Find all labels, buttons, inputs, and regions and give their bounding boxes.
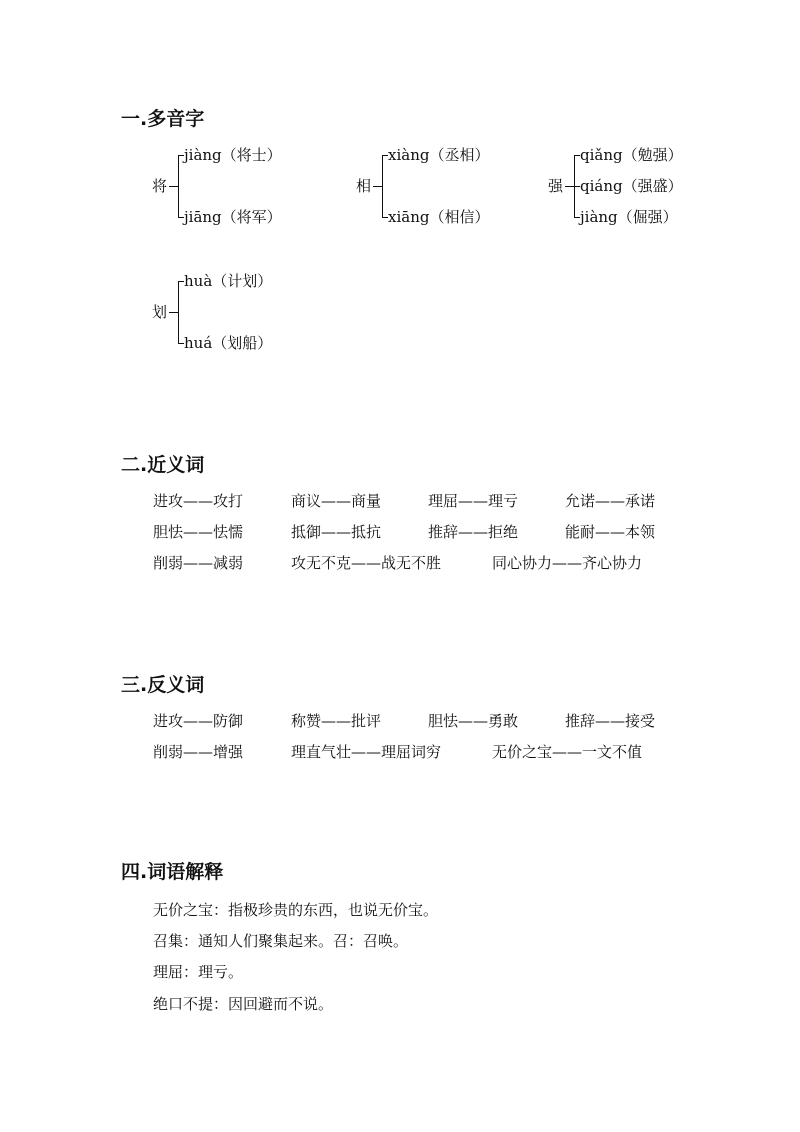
word-pair: 进攻——防御 xyxy=(153,712,244,730)
definition-item: 绝口不提：因回避而不说。 xyxy=(153,995,334,1013)
word-pair: 允诺——承诺 xyxy=(565,492,656,510)
word-pair: 胆怯——勇敢 xyxy=(428,712,519,730)
polyphone-group-jiang xyxy=(152,145,312,225)
word-pair: 削弱——增强 xyxy=(153,743,244,761)
word-pair: 称赞——批评 xyxy=(291,712,382,730)
word-pair: 能耐——本领 xyxy=(565,523,656,541)
word-pair: 抵御——抵抗 xyxy=(291,523,382,541)
word-pair: 削弱——减弱 xyxy=(153,554,244,572)
polyphone-group-xiang xyxy=(356,145,516,225)
polyphone-char: 将 xyxy=(152,177,168,195)
polyphone-reading: huá（划船） xyxy=(184,334,273,352)
polyphone-reading: xiàng（丞相） xyxy=(388,146,490,164)
polyphone-reading: jiàng（倔强） xyxy=(580,208,678,226)
polyphone-reading: jiàng（将士） xyxy=(184,146,282,164)
word-pair: 同心协力——齐心协力 xyxy=(492,554,643,572)
polyphone-char: 相 xyxy=(356,177,372,195)
word-pair: 理直气壮——理屈词穷 xyxy=(291,743,442,761)
polyphone-reading: jiāng（将军） xyxy=(184,208,282,226)
section-title-polyphonic: 一.多音字 xyxy=(121,108,205,130)
word-pair: 推辞——接受 xyxy=(565,712,656,730)
polyphone-reading: qiǎng（勉强） xyxy=(580,146,683,164)
word-pair: 胆怯——怯懦 xyxy=(153,523,244,541)
word-pair: 理屈——理亏 xyxy=(428,492,519,510)
word-pair: 攻无不克——战无不胜 xyxy=(291,554,442,572)
polyphone-reading: huà（计划） xyxy=(184,272,273,290)
definition-item: 召集：通知人们聚集起来。召：召唤。 xyxy=(153,932,409,950)
polyphone-reading: qiáng（强盛） xyxy=(580,177,683,195)
definition-item: 理屈：理亏。 xyxy=(153,963,244,981)
polyphone-char: 强 xyxy=(548,177,564,195)
polyphone-group-qiang xyxy=(548,145,708,225)
section-title-synonyms: 二.近义词 xyxy=(121,454,205,476)
polyphone-reading: xiāng（相信） xyxy=(388,208,490,226)
word-pair: 进攻——攻打 xyxy=(153,492,244,510)
section-title-definitions: 四.词语解释 xyxy=(121,861,224,883)
word-pair: 无价之宝——一文不值 xyxy=(492,743,643,761)
polyphone-group-hua xyxy=(152,271,312,351)
definition-item: 无价之宝：指极珍贵的东西，也说无价宝。 xyxy=(153,901,439,919)
section-title-antonyms: 三.反义词 xyxy=(121,674,205,696)
word-pair: 商议——商量 xyxy=(291,492,382,510)
polyphone-char: 划 xyxy=(152,303,168,321)
word-pair: 推辞——拒绝 xyxy=(428,523,519,541)
